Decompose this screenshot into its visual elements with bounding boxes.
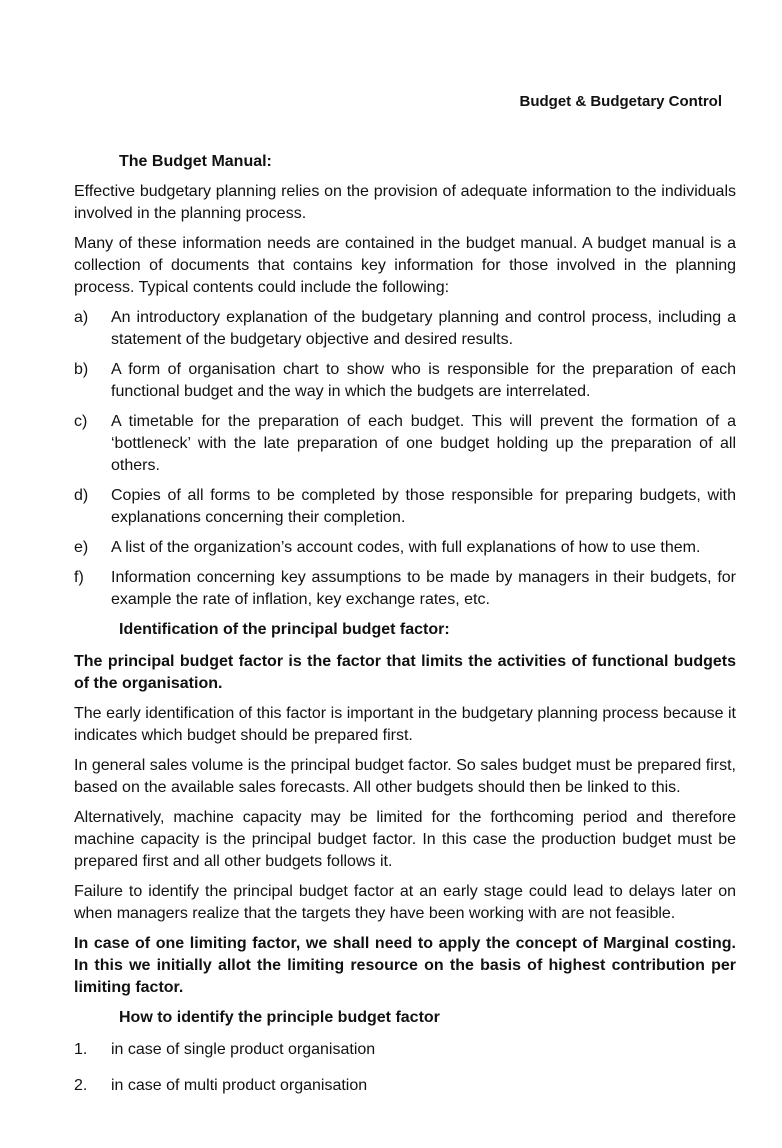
list-item	[74, 567, 736, 611]
list-marker: b)	[74, 361, 89, 378]
paragraph: In general sales volume is the principal budget factor. So sales budget must be prepared first, based on the available sales forecasts. All other budgets should then be linked to this.	[74, 757, 736, 796]
budget-manual-contents-list	[74, 307, 736, 611]
list-item	[74, 485, 736, 529]
content-block	[74, 181, 736, 1111]
list-item-text: An introductory explanation of the budgetary planning and control process, including a statement of the budgetary objective and desired results.	[111, 309, 736, 348]
list-marker: e)	[74, 539, 89, 556]
list-item	[74, 537, 736, 559]
paragraph: Effective budgetary planning relies on the provision of adequate information to the individuals involved in the planning process.	[74, 183, 736, 222]
list-item-text: A form of organisation chart to show who is responsible for the preparation of each functional budget and the way in which the budgets are interrelated.	[111, 361, 736, 400]
paragraph: The early identification of this factor is important in the budgetary planning process because it indicates which budget should be prepared first.	[74, 705, 736, 744]
list-item	[74, 359, 736, 403]
list-marker: a)	[74, 309, 89, 326]
list-marker: f)	[74, 569, 84, 586]
running-head: Budget & Budgetary Control	[519, 93, 722, 110]
list-item	[74, 1075, 736, 1097]
list-marker: 2.	[74, 1077, 88, 1094]
list-item-text: Copies of all forms to be completed by those responsible for preparing budgets, with explanations concerning their completion.	[111, 487, 736, 526]
list-item-text: Information concerning key assumptions to be made by managers in their budgets, for example the rate of inflation, key exchange rates, etc.	[111, 569, 736, 608]
list-item-text: in case of single product organisation	[111, 1041, 376, 1058]
list-marker: c)	[74, 413, 88, 430]
paragraph: Many of these information needs are contained in the budget manual. A budget manual is a collection of documents that contains key information for those involved in the planning process. Typical contents could include the following:	[74, 235, 736, 296]
paragraph: Failure to identify the principal budget factor at an early stage could lead to delays later on when managers realize that the targets they have been working with are not feasible.	[74, 883, 736, 922]
list-item-text: A list of the organization’s account codes, with full explanations of how to use them.	[111, 539, 701, 556]
list-marker: d)	[74, 487, 89, 504]
list-item	[74, 1039, 736, 1061]
definition-paragraph: The principal budget factor is the factor that limits the activities of functional budgets of the organisation.	[74, 653, 736, 692]
list-item-text: in case of multi product organisation	[111, 1077, 368, 1094]
section-title-identify-factor: How to identify the principle budget factor	[119, 1009, 440, 1026]
identify-factor-list	[74, 1039, 736, 1097]
list-item	[74, 411, 736, 477]
list-marker: 1.	[74, 1041, 88, 1058]
note-paragraph: In case of one limiting factor, we shall need to apply the concept of Marginal costing. In this we initially allot the limiting resource on the basis of highest contribution per limiting factor.	[74, 935, 736, 996]
section-title-budget-manual: The Budget Manual:	[119, 153, 272, 170]
paragraph: Alternatively, machine capacity may be limited for the forthcoming period and therefore machine capacity is the principal budget factor. In this case the production budget must be prepared first and all other budgets follows it.	[74, 809, 736, 870]
section-title-principal-budget-factor: Identification of the principal budget factor:	[119, 621, 450, 638]
list-item-text: A timetable for the preparation of each budget. This will prevent the formation of a ‘bottleneck’ with the late preparation of one budget holding up the preparation of all others.	[111, 413, 736, 474]
list-item	[74, 307, 736, 351]
